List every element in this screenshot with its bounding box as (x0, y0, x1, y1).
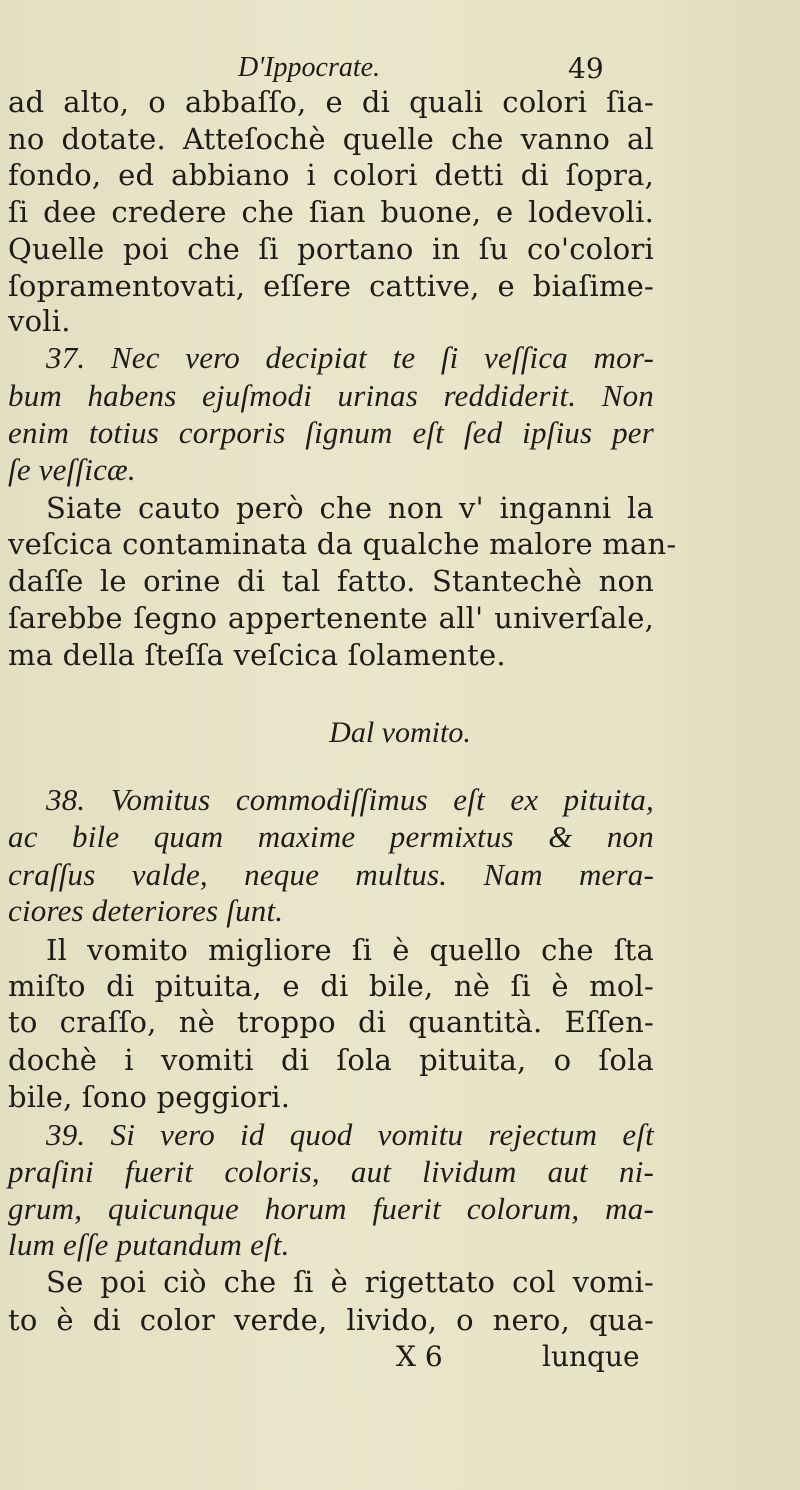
text-line: ma della ſteſſa veſcica ſolamente. (8, 638, 506, 672)
text-line: Il vomito migliore ſi è quello che ſta (46, 933, 654, 967)
text-line: Se poi ciò che ſi è rigettato col vomi- (46, 1265, 654, 1299)
text-line: voli. (8, 304, 71, 338)
text-line: ſi dee credere che ſian buone, e lodevoli. (8, 195, 654, 229)
aphorism-line: ac bile quam maxime permixtus & non (8, 819, 654, 854)
text-line: dochè i vomiti di ſola pituita, o ſola (8, 1043, 654, 1077)
aphorism-line: grum, quicunque horum fuerit colorum, ma- (8, 1191, 654, 1226)
text-line: ſarebbe ſegno appertenente all' univerſale, (8, 601, 654, 635)
text-line: ad alto, o abbaſſo, e di quali colori ſia- (8, 85, 654, 119)
aphorism-line: 39. Si vero id quod vomitu rejectum eſt (46, 1117, 654, 1152)
text-line: to craſſo, nè troppo di quantità. Eſſen- (8, 1005, 654, 1039)
signature-mark: X 6 (396, 1340, 443, 1373)
page-number: 49 (568, 52, 604, 85)
aphorism-line: enim totius corporis ſignum eſt ſed ipſius per (8, 415, 654, 450)
aphorism-line: 38. Vomitus commodiſſimus eſt ex pituita, (46, 782, 654, 817)
aphorism-line: bum habens ejuſmodi urinas reddiderit. Non (8, 378, 654, 413)
aphorism-line: lum eſſe putandum eſt. (8, 1227, 290, 1262)
text-line: no dotate. Atteſochè quelle che vanno al (8, 122, 654, 156)
text-line: fondo, ed abbiano i colori detti di ſopra, (8, 158, 654, 192)
text-line: Siate cauto però che non v' inganni la (46, 491, 654, 525)
section-heading: Dal vomito. (329, 716, 471, 749)
text-line: daſſe le orine di tal fatto. Stantechè non (8, 564, 654, 598)
text-line: veſcica contaminata da qualche malore man- (8, 527, 677, 561)
text-line: bile, ſono peggiori. (8, 1080, 291, 1114)
aphorism-line: praſini fuerit coloris, aut lividum aut ni- (8, 1154, 654, 1189)
text-line: miſto di pituita, e di bile, nè ſi è mol- (8, 969, 654, 1003)
aphorism-line: ciores deteriores ſunt. (8, 893, 284, 928)
catchword: lunque (542, 1340, 640, 1373)
aphorism-line: ſe veſſicæ. (8, 452, 136, 487)
text-line: to è di color verde, livido, o nero, qua- (8, 1303, 654, 1337)
aphorism-line: 37. Nec vero decipiat te ſi veſſica mor- (46, 340, 654, 375)
text-line: ſopramentovati, eſſere cattive, e biaſime- (8, 269, 654, 303)
aphorism-line: craſſus valde, neque multus. Nam mera- (8, 857, 654, 892)
text-line: Quelle poi che ſi portano in ſu co'colori (8, 232, 654, 266)
running-title: D'Ippocrate. (238, 52, 381, 83)
